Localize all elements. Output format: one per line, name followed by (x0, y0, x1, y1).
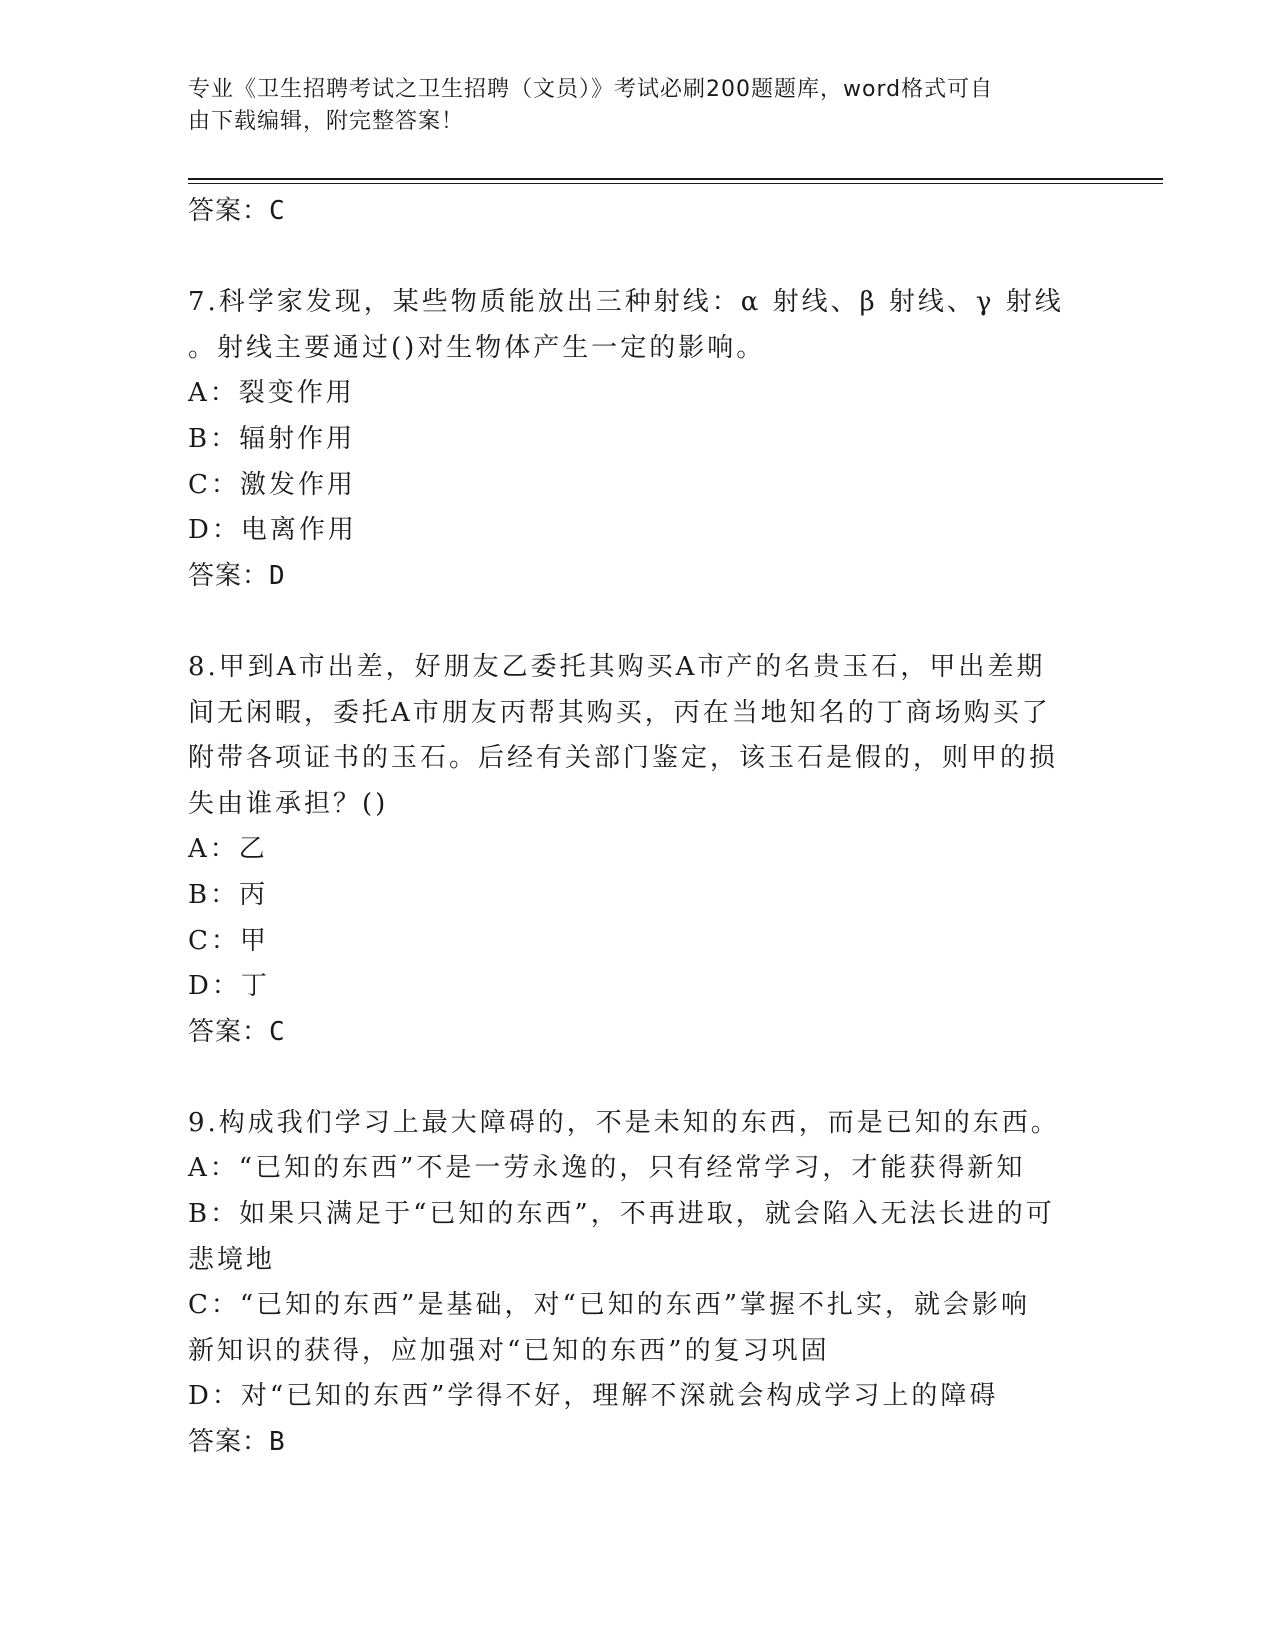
answer-value: D (269, 560, 286, 591)
option-b: B：如果只满足于“已知的东西”，不再进取，就会陷入无法长进的可 (188, 1199, 1055, 1230)
answer-line (188, 554, 1088, 600)
option-a: A：“已知的东西”不是一劳永逸的，只有经常学习，才能获得新知 (188, 1153, 1026, 1184)
option-d: D：对“已知的东西”学得不好，理解不深就会构成学习上的障碍 (188, 1381, 999, 1412)
option-b: B：丙 (188, 879, 269, 910)
answer-label: 答案： (188, 196, 270, 226)
question-8 (188, 645, 1088, 1055)
question-stem-line: 间无闲暇，委托A市朋友丙帮其购买，丙在当地知名的丁商场购买了 (188, 697, 1051, 728)
question-stem-line: 附带各项证书的玉石。后经有关部门鉴定，该玉石是假的，则甲的损 (188, 743, 1059, 774)
option-a: A：乙 (188, 834, 268, 865)
answer-label: 答案： (188, 560, 270, 591)
answer-label: 答案： (188, 1016, 270, 1047)
question-stem-line: 。射线主要通过()对生物体产生一定的影响。 (188, 332, 766, 363)
option-c: C：“已知的东西”是基础，对“已知的东西”掌握不扎实，就会影响 (188, 1290, 1031, 1321)
answer-line (188, 1420, 1088, 1466)
question-stem-line: 8.甲到A市出差，好朋友乙委托其购买A市产的名贵玉石，甲出差期 (188, 651, 1046, 682)
option-b: B：辐射作用 (188, 423, 356, 454)
option-c: C：甲 (188, 925, 269, 956)
header-rule-thin (188, 183, 1163, 184)
option-c-continued: 新知识的获得，应加强对“已知的东西”的复习巩固 (188, 1335, 830, 1366)
page-header (188, 74, 1068, 138)
question-9 (188, 1101, 1088, 1466)
header-title-line-2: 由下载编辑，附完整答案！ (188, 109, 465, 134)
option-d: D：丁 (188, 971, 270, 1002)
option-c: C：激发作用 (188, 469, 356, 500)
option-b-continued: 悲境地 (188, 1244, 276, 1275)
option-a: A：裂变作用 (188, 378, 355, 409)
answer-value: C (269, 1016, 286, 1047)
document-body (188, 189, 1088, 1466)
answer-line-prev (188, 189, 1088, 235)
option-d: D：电离作用 (188, 515, 357, 546)
question-stem-line: 9.构成我们学习上最大障碍的，不是未知的东西，而是已知的东西。 (188, 1107, 1060, 1138)
header-rule-thick (188, 178, 1163, 180)
answer-line (188, 1010, 1088, 1056)
question-stem-line: 失由谁承担？() (188, 788, 389, 819)
question-stem-line: 7.科学家发现，某些物质能放出三种射线：α 射线、β 射线、γ 射线 (188, 287, 1064, 318)
header-title-line-1: 专业《卫生招聘考试之卫生招聘（文员）》考试必刷200题题库，word格式可自 (188, 77, 994, 102)
answer-value: B (269, 1427, 286, 1458)
answer-value: C (269, 196, 286, 226)
answer-label: 答案： (188, 1427, 270, 1458)
question-7 (188, 280, 1088, 599)
